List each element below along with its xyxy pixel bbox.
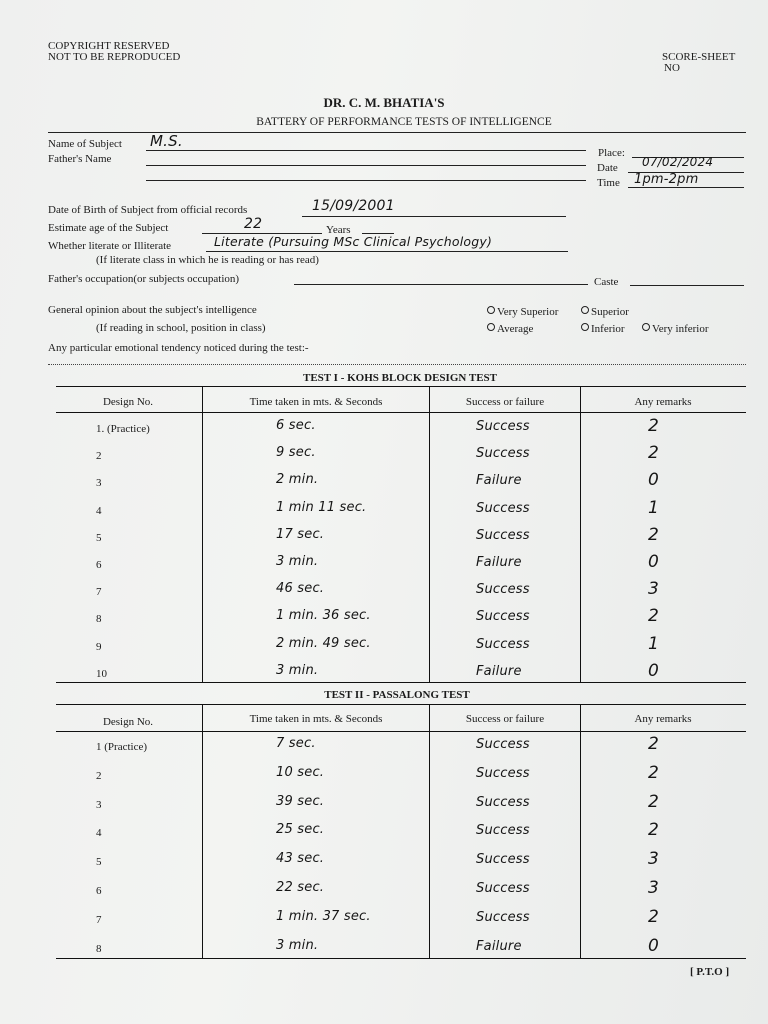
age-value: 22 — [244, 216, 263, 232]
test1-result: Failure — [476, 473, 522, 489]
test1-result: Success — [476, 582, 530, 598]
test1-result: Success — [476, 636, 530, 652]
copyright-line1: COPYRIGHT RESERVED — [48, 40, 170, 52]
test1-remark: 2 — [648, 606, 660, 627]
test2-top-rule — [56, 704, 746, 705]
test1-col-time: Time taken in mts. & Seconds — [249, 396, 383, 408]
test2-result: Success — [476, 852, 530, 868]
test2-design-no: 4 — [96, 827, 102, 840]
test2-time-taken: 25 sec. — [276, 822, 325, 838]
occupation-line — [294, 284, 588, 285]
test1-row — [56, 525, 746, 551]
emotional-line — [48, 364, 746, 365]
test2-design-no: 2 — [96, 769, 102, 782]
test2-col-remarks: Any remarks — [634, 713, 692, 725]
time-value: 1pm-2pm — [634, 172, 699, 187]
test1-title: TEST I - KOHS BLOCK DESIGN TEST — [303, 372, 497, 384]
test1-time-taken: 17 sec. — [276, 526, 325, 542]
test2-design-no: 5 — [96, 856, 102, 869]
test1-design-no: 2 — [96, 450, 102, 463]
test2-time-taken: 7 sec. — [276, 736, 316, 751]
test1-remark: 2 — [648, 416, 660, 436]
test1-time-taken: 3 min. — [276, 662, 319, 678]
test2-result: Success — [476, 737, 530, 752]
test2-row — [56, 734, 746, 760]
test2-bottom-rule — [56, 958, 746, 959]
test1-time-taken: 6 sec. — [276, 418, 316, 433]
father-name-line-2 — [146, 180, 586, 181]
father-name-line — [146, 165, 586, 166]
occupation-label: Father's occupation(or subjects occupation) — [48, 273, 240, 285]
test1-top-rule — [56, 386, 746, 387]
literate-line — [206, 251, 568, 252]
test1-time-taken: 9 sec. — [276, 445, 316, 461]
test1-remark: 1 — [648, 497, 660, 518]
emotional-label: Any particular emotional tendency noticed during the test:- — [48, 342, 309, 354]
test1-bottom-rule — [56, 682, 746, 683]
option-very-inferior[interactable]: Very inferior — [642, 323, 709, 335]
opinion-label: General opinion about the subject's intelligence — [48, 304, 257, 316]
test1-remark: 0 — [648, 552, 660, 572]
test1-row — [56, 443, 746, 469]
name-line — [146, 150, 586, 151]
place-label: Place: — [598, 147, 625, 159]
test2-title: TEST II - PASSALONG TEST — [324, 689, 470, 701]
option-very-superior[interactable]: Very Superior — [487, 306, 558, 318]
test1-row — [56, 606, 746, 632]
test2-design-no: 8 — [96, 942, 102, 955]
test2-result: Success — [476, 881, 530, 896]
test2-remark: 2 — [648, 820, 660, 841]
caste-label: Caste — [594, 276, 619, 288]
test2-row — [56, 878, 746, 904]
test2-remark: 2 — [648, 762, 660, 783]
test1-design-no: 7 — [96, 586, 102, 599]
test2-row — [56, 849, 746, 875]
dob-line — [302, 216, 566, 217]
test1-time-taken: 1 min. 36 sec. — [276, 608, 371, 624]
test2-remark: 2 — [648, 906, 660, 927]
pto-label: [ P.T.O ] — [690, 966, 730, 978]
test1-col-design: Design No. — [102, 396, 154, 408]
test2-time-taken: 39 sec. — [276, 793, 325, 809]
test2-col-time: Time taken in mts. & Seconds — [249, 713, 383, 725]
test2-row — [56, 763, 746, 789]
test1-remark: 0 — [648, 660, 660, 681]
test2-time-taken: 1 min. 37 sec. — [276, 908, 371, 924]
literate-note: (If literate class in which he is reading or has read) — [96, 254, 319, 266]
test2-design-no: 6 — [96, 885, 102, 897]
test2-remark: 0 — [648, 935, 660, 956]
test2-col-design: Design No. — [102, 716, 154, 728]
test2-result: Success — [476, 765, 530, 781]
name-value: M.S. — [150, 132, 183, 150]
test1-result: Success — [476, 419, 530, 434]
test2-time-taken: 10 sec. — [276, 764, 325, 780]
test1-design-no: 9 — [96, 640, 102, 653]
test1-row — [56, 579, 746, 605]
date-value: 07/02/2024 — [642, 155, 714, 169]
test1-design-no: 4 — [96, 504, 102, 517]
option-average[interactable]: Average — [487, 323, 533, 335]
option-superior[interactable]: Superior — [581, 306, 629, 318]
test1-remark: 2 — [648, 524, 660, 545]
test2-remark: 3 — [648, 878, 660, 898]
test1-design-no: 8 — [96, 613, 102, 626]
test1-result: Success — [476, 609, 530, 625]
dob-value: 15/09/2001 — [312, 198, 395, 214]
test1-time-taken: 2 min. — [276, 472, 319, 488]
page-title: DR. C. M. BHATIA'S — [323, 95, 445, 110]
test1-result: Success — [476, 446, 530, 462]
test1-row — [56, 634, 746, 660]
test2-result: Failure — [476, 938, 522, 954]
test1-row — [56, 552, 746, 578]
time-label: Time — [597, 177, 620, 189]
literate-value: Literate (Pursuing MSc Clinical Psychology) — [214, 234, 493, 249]
test2-col-result: Success or failure — [465, 713, 545, 725]
age-label: Estimate age of the Subject — [48, 222, 169, 234]
score-sheet-no: NO — [664, 62, 680, 74]
test1-result: Failure — [476, 663, 522, 679]
time-line — [628, 187, 744, 188]
test1-time-taken: 2 min. 49 sec. — [276, 635, 371, 651]
test1-remark: 0 — [648, 470, 660, 491]
test1-row — [56, 498, 746, 524]
test2-design-no: 3 — [96, 798, 102, 811]
name-label: Name of Subject — [48, 138, 122, 150]
test2-row — [56, 907, 746, 933]
test1-result: Success — [476, 527, 530, 543]
page-subtitle: BATTERY OF PERFORMANCE TESTS OF INTELLIGENCE — [256, 116, 552, 128]
test1-design-no: 1. (Practice) — [96, 423, 150, 435]
test2-remark: 3 — [648, 849, 660, 870]
test2-result: Success — [476, 909, 530, 925]
test2-remark: 2 — [648, 791, 660, 812]
test1-time-taken: 3 min. — [276, 554, 319, 569]
test1-time-taken: 1 min 11 sec. — [276, 499, 367, 515]
literate-label: Whether literate or Illiterate — [48, 240, 172, 252]
test1-design-no: 3 — [96, 477, 102, 490]
score-sheet-label: SCORE-SHEET — [662, 51, 736, 63]
test2-result: Success — [476, 794, 530, 810]
age-unit: Years — [326, 224, 351, 236]
opinion-note: (If reading in school, position in class) — [96, 322, 266, 334]
test2-time-taken: 3 min. — [276, 937, 319, 953]
test2-row — [56, 792, 746, 818]
test1-design-no: 6 — [96, 559, 102, 571]
test1-result: Failure — [476, 555, 522, 570]
caste-line — [630, 285, 744, 286]
test1-remark: 3 — [648, 579, 660, 600]
test1-result: Success — [476, 500, 530, 516]
test2-remark: 2 — [648, 734, 660, 754]
test1-design-no: 10 — [96, 667, 107, 680]
test2-time-taken: 22 sec. — [276, 880, 325, 895]
test2-time-taken: 43 sec. — [276, 851, 325, 867]
test2-row — [56, 820, 746, 846]
option-inferior[interactable]: Inferior — [581, 323, 625, 335]
test1-col-result: Success or failure — [465, 396, 545, 408]
father-name-label: Father's Name — [48, 153, 112, 165]
test1-row — [56, 416, 746, 442]
test1-remark: 2 — [648, 443, 660, 464]
test2-design-no: 7 — [96, 913, 102, 926]
test2-header-rule — [56, 731, 746, 732]
test1-time-taken: 46 sec. — [276, 581, 325, 597]
test1-design-no: 5 — [96, 531, 102, 544]
test2-design-no: 1 (Practice) — [96, 741, 147, 753]
copyright-line2: NOT TO BE REPRODUCED — [48, 51, 181, 63]
dob-label: Date of Birth of Subject from official records — [48, 204, 248, 216]
test2-result: Success — [476, 823, 530, 839]
test1-remark: 1 — [648, 633, 660, 654]
date-label: Date — [597, 162, 618, 174]
test1-col-remarks: Any remarks — [634, 396, 692, 408]
test1-row — [56, 470, 746, 496]
test1-header-rule — [56, 412, 746, 413]
